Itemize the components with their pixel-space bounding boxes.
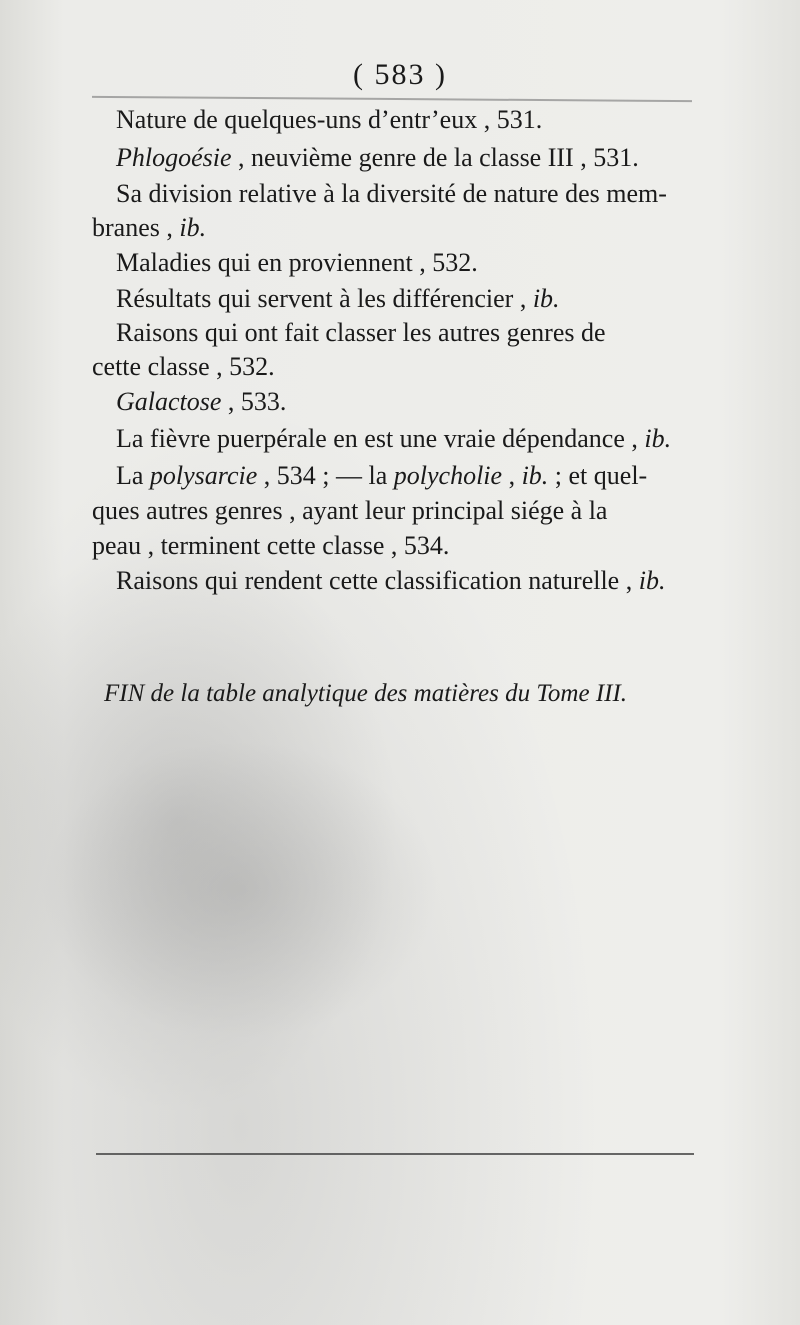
- index-ref: ib.: [638, 566, 666, 595]
- index-ref: ib.: [521, 461, 549, 490]
- bottom-rule: [96, 1153, 694, 1155]
- index-text: Maladies qui en proviennent , 532.: [116, 248, 478, 277]
- index-text: La fièvre puerpérale en est une vraie dépendance ,: [116, 424, 645, 453]
- index-text: ques autres genres , ayant leur principal siége à la: [92, 496, 608, 525]
- index-text: ,: [502, 461, 522, 490]
- index-line-4: [92, 212, 206, 244]
- closing-line: FIN de la table analytique des matières du Tome III.: [104, 680, 628, 707]
- index-text: ; et quel-: [548, 461, 648, 490]
- index-line-3: [116, 178, 667, 210]
- index-term: Galactose: [116, 387, 222, 416]
- index-line-2: [116, 142, 639, 174]
- index-text: Raisons qui rendent cette classification naturelle ,: [116, 566, 639, 595]
- index-term: polysarcie: [149, 461, 258, 490]
- index-line-11: [116, 460, 647, 492]
- index-text: Nature de quelques-uns d’entr’eux , 531.: [116, 105, 543, 134]
- index-line-13: [92, 530, 449, 562]
- index-line-7: [116, 317, 606, 349]
- index-text: Résultats qui servent à les différencier ,: [116, 284, 533, 313]
- index-line-1: [116, 104, 542, 136]
- index-text: , 534 ; — la: [257, 461, 394, 490]
- index-line-10: [116, 423, 671, 455]
- index-line-14: [116, 565, 665, 597]
- index-ref: ib.: [644, 424, 672, 453]
- index-line-9: [116, 386, 286, 418]
- index-text: La: [116, 461, 150, 490]
- index-text: peau , terminent cette classe , 534.: [92, 531, 450, 560]
- index-text: , neuvième genre de la classe III , 531.: [231, 143, 639, 172]
- index-line-5: [116, 247, 478, 279]
- index-ref: ib.: [532, 284, 560, 313]
- index-ref: ib.: [179, 213, 207, 242]
- index-term: Phlogoésie: [116, 143, 232, 172]
- index-line-8: [92, 351, 275, 383]
- stain: [40, 740, 440, 1040]
- index-text: , 533.: [221, 387, 287, 416]
- page-number: ( 583 ): [353, 58, 447, 91]
- index-line-12: [92, 495, 607, 527]
- index-text: branes ,: [92, 213, 180, 242]
- top-rule: [92, 96, 692, 102]
- index-term: polycholie: [393, 461, 503, 490]
- index-text: Sa division relative à la diversité de nature des mem-: [116, 179, 667, 208]
- index-text: cette classe , 532.: [92, 352, 275, 381]
- index-text: Raisons qui ont fait classer les autres genres de: [116, 318, 606, 347]
- index-line-6: [116, 283, 560, 315]
